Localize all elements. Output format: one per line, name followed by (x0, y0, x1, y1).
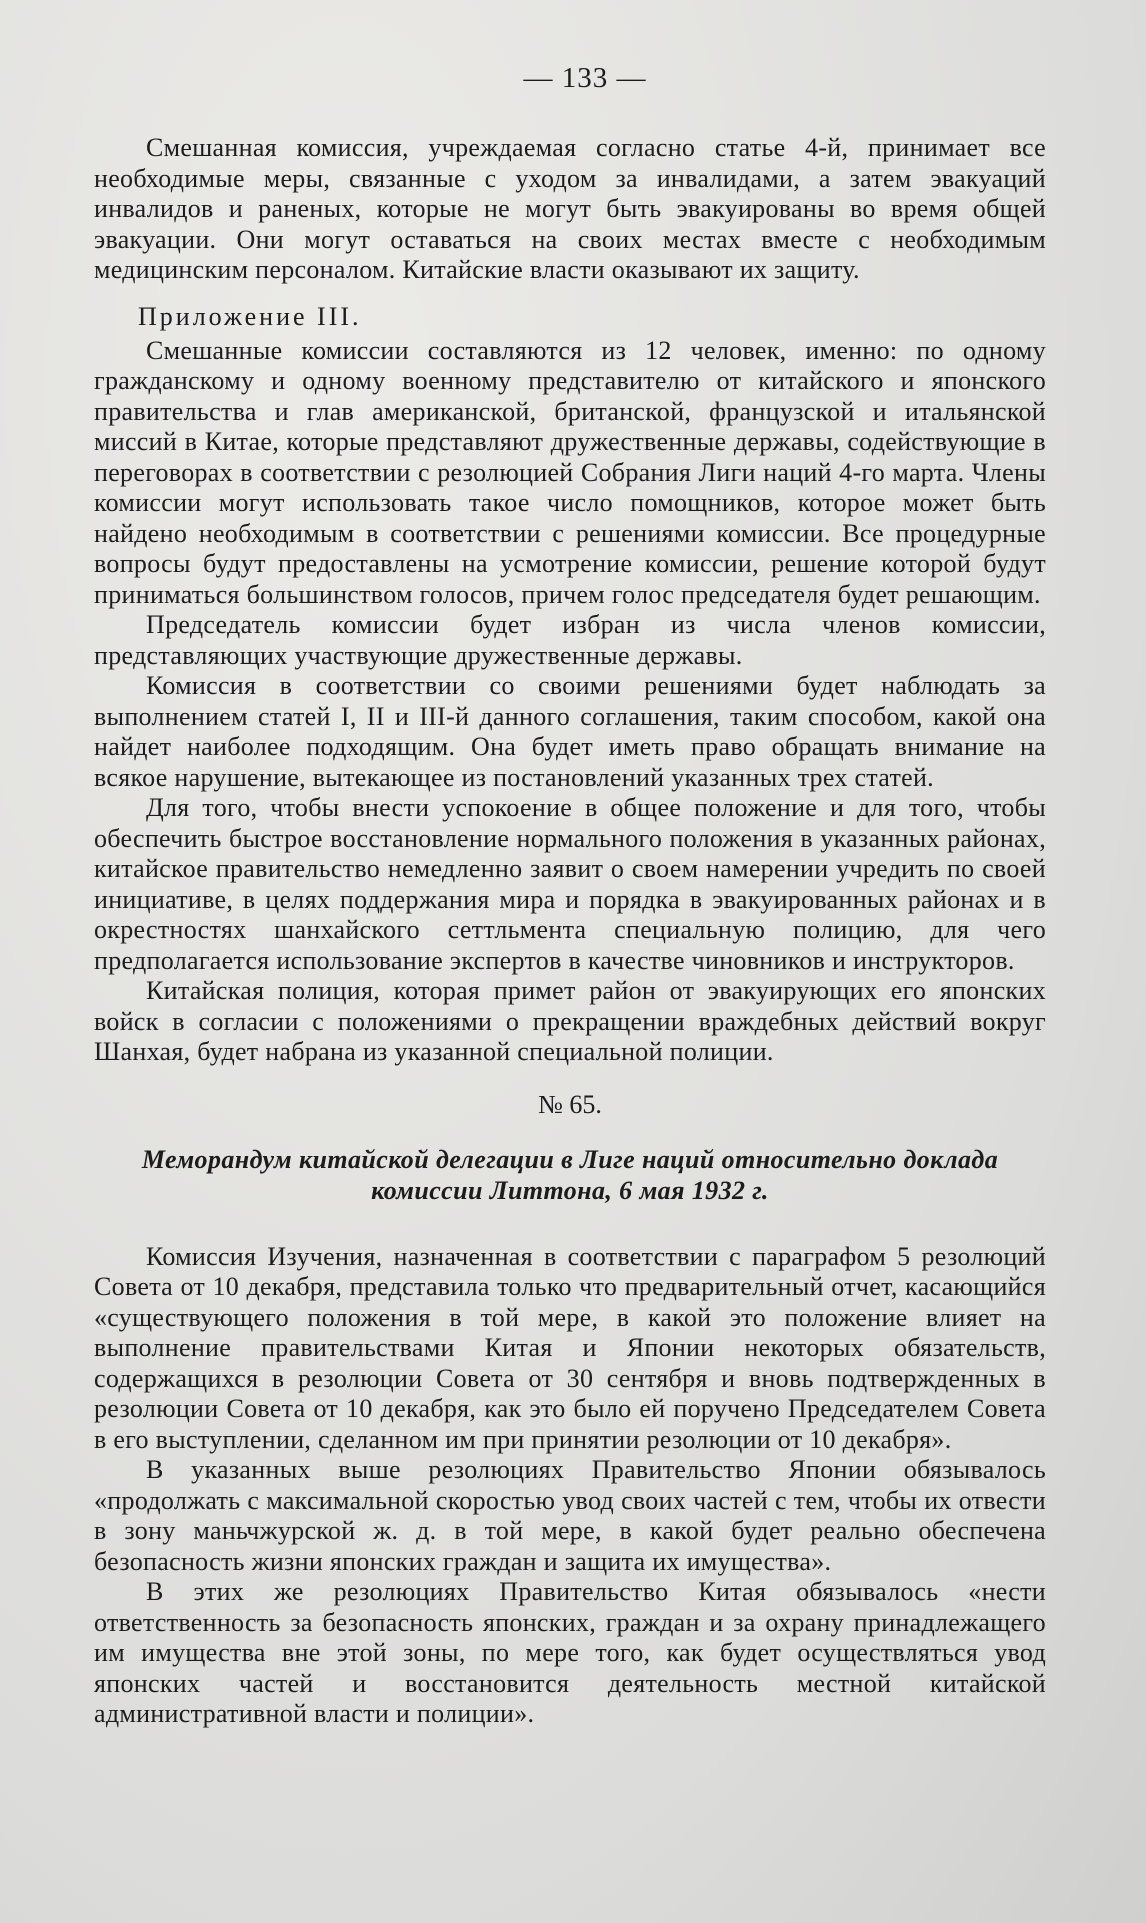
intro-paragraph: Смешанная комиссия, учреждаемая согласно статье 4-й, принимает все необходимые меры, связанные с уходом за инвалидами, а затем эвакуаций инвалидов и раненых, которые не могут быть эвакуированы во время общей эвакуации. Они могут оставаться на своих местах вместе с необходимым медицинским персоналом. Китайские власти оказывают их защиту. (94, 133, 1046, 284)
page-number: — 133 — (523, 62, 647, 94)
appendix-heading: Приложение III. (138, 301, 362, 331)
memorandum-paragraph-japan: В указанных выше резолюциях Правительство Японии обязывалось «продолжать с максимальной скоростью увод своих частей с тем, чтобы их отвести в зону маньчжурской ж. д. в той мере, в какой будет реально обеспечена безопасность жизни японских граждан и защита их имущества». (94, 1455, 1046, 1576)
document-number: № 65. (538, 1089, 602, 1119)
memorandum-paragraph-china: В этих же резолюциях Правительство Китая обязывалось «нести ответственность за безопасность японских, граждан и за охрану принадлежащего им имущества вне этой зоны, по мере того, как будет осуществляться увод японских частей и восстановится деятельность местной китайской административной власти и полиции». (94, 1577, 1046, 1728)
document-title-line-1: Меморандум китайской делегации в Лиге наций относительно доклада (141, 1144, 999, 1174)
document-title (94, 1144, 1046, 1206)
appendix-paragraph-chinese-police: Китайская полиция, которая примет район от эвакуирующих его японских войск в согласии с положениями о прекращении враждебных действий вокруг Шанхая, будет набрана из указанной специальной полиции. (94, 976, 1046, 1066)
appendix-paragraph-chairman: Председатель комиссии будет избран из числа членов комиссии, представляющих участвующие дружественные державы. (94, 610, 1046, 670)
appendix-paragraph-supervision: Комиссия в соответствии со своими решениями будет наблюдать за выполнением статей I, II и III-й данного соглашения, таким способом, какой она найдет наиболее подходящим. Она будет иметь право обращать внимание на всякое нарушение, вытекающее из постановлений указанных трех статей. (94, 671, 1046, 792)
appendix-paragraph-police: Для того, чтобы внести успокоение в общее положение и для того, чтобы обеспечить быстрое восстановление нормального положения в указанных районах, китайское правительство немедленно заявит о своем намерении учредить по своей инициативе, в целях поддержания мира и порядка в эвакуированных районах и в окрестностях шанхайского сеттльмента специальную полицию, для чего предполагается использование экспертов в качестве чиновников и инструкторов. (94, 793, 1046, 975)
document-title-line-2: комиссии Литтона, 6 мая 1932 г. (371, 1175, 769, 1205)
appendix-paragraph-composition: Смешанные комиссии составляются из 12 человек, именно: по одному гражданскому и одному военному представителю от китайского и японского правительства и глав американской, британской, французской и итальянской миссий в Китае, которые представляют дружественные державы, содействующие в переговорах в соответствии с резолюцией Собрания Лиги наций 4-го марта. Члены комиссии могут использовать такое число помощников, которое может быть найдено необходимым в соответствии с решениями комиссии. Все процедурные вопросы будут предоставлены на усмотрение комиссии, решение которой будут приниматься большинством голосов, причем голос председателя будет решающим. (94, 335, 1046, 609)
memorandum-paragraph-report: Комиссия Изучения, назначенная в соответствии с параграфом 5 резолюций Совета от 10 декабря, представила только что предварительный отчет, касающийся «существующего положения в той мере, в какой это положение влияет на выполнение правительствами Китая и Японии некоторых обязательств, содержащихся в резолюции Совета от 30 сентября и вновь подтвержденных в резолюции Совета от 10 декабря, как это было ей поручено Председателем Совета в его выступлении, сделанном им при принятии резолюции от 10 декабря». (94, 1241, 1046, 1454)
